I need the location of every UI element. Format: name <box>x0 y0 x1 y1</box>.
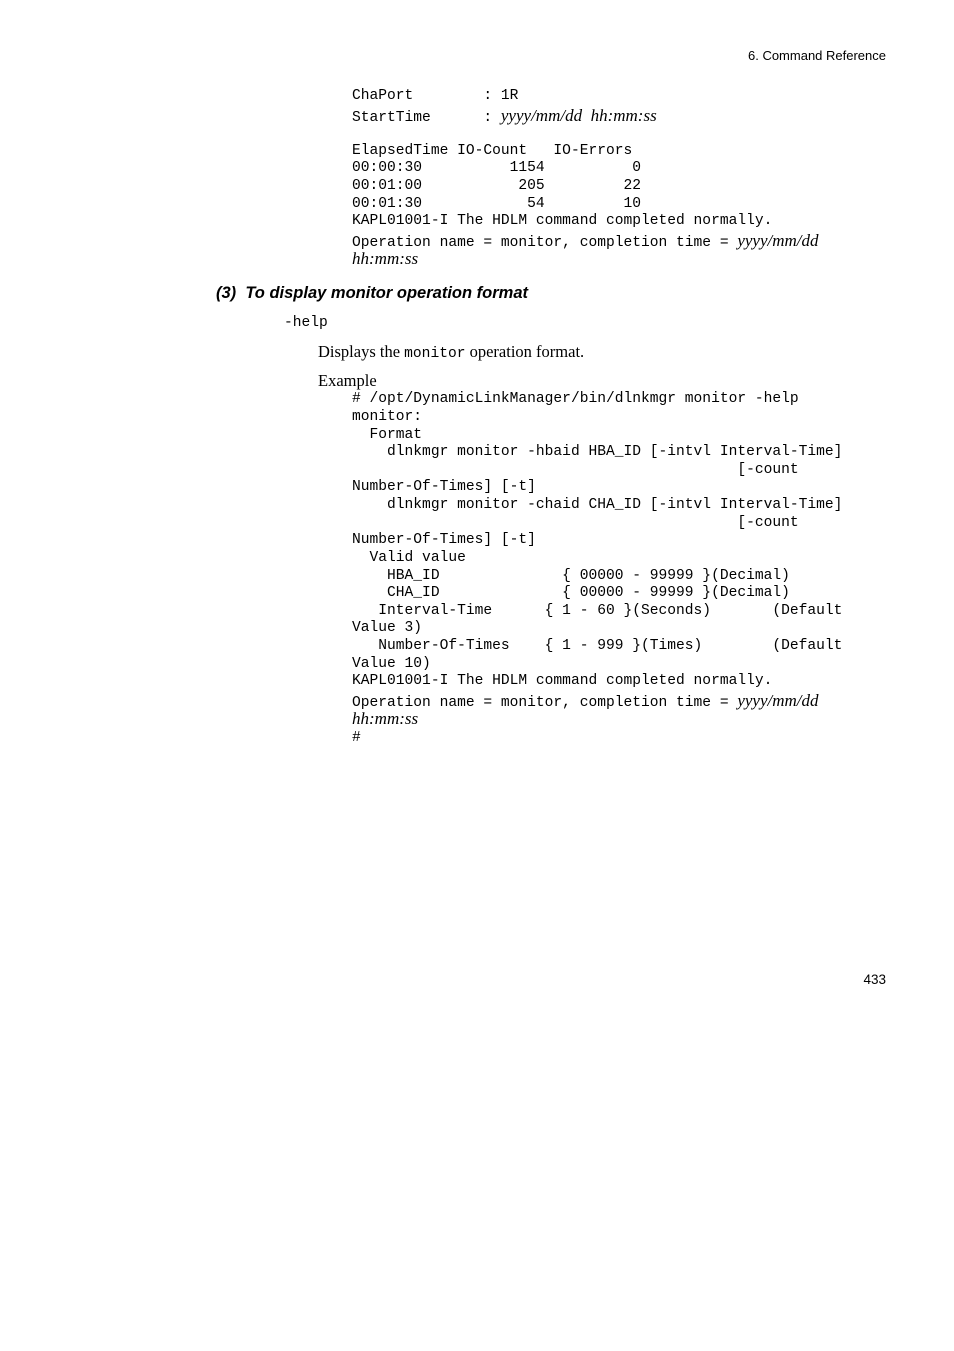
code-line: Number-Of-Times] [-t] <box>352 532 536 548</box>
operation-prefix: Operation name = monitor, completion time = <box>352 695 738 711</box>
option-description <box>318 342 584 362</box>
code-line: Number-Of-Times { 1 - 999 }(Times) (Default <box>352 638 843 654</box>
operation-time: hh:mm:ss <box>352 709 419 728</box>
operation-line <box>352 692 819 713</box>
table-header: ElapsedTime IO-Count IO-Errors <box>352 143 633 159</box>
starttime-line <box>352 107 657 128</box>
code-line: Valid value <box>352 550 466 566</box>
operation-line <box>352 232 819 253</box>
table-row: 00:01:30 54 10 <box>352 196 642 212</box>
page-number: 433 <box>863 972 886 987</box>
desc-code: monitor <box>404 346 466 362</box>
code-line: HBA_ID { 00000 - 99999 }(Decimal) <box>352 568 790 584</box>
completion-message: KAPL01001-I The HDLM command completed normally. <box>352 213 773 229</box>
section-heading: (3) To display monitor operation format <box>216 284 528 302</box>
code-line: dlnkmgr monitor -chaid CHA_ID [-intvl Interval-Time] <box>352 497 843 513</box>
running-header: 6. Command Reference <box>747 48 886 63</box>
code-line: KAPL01001-I The HDLM command completed normally. <box>352 673 773 689</box>
operation-date: yyyy/mm/dd <box>737 691 819 710</box>
code-line: [-count <box>352 462 799 478</box>
code-line: monitor: <box>352 409 423 425</box>
operation-prefix: Operation name = monitor, completion time = <box>352 235 738 251</box>
shell-prompt: # <box>352 730 361 746</box>
code-line: [-count <box>352 515 799 531</box>
code-line: Value 10) <box>352 656 431 672</box>
desc-after: operation format. <box>465 342 585 361</box>
starttime-label: StartTime : <box>352 110 501 126</box>
table-row: 00:00:30 1154 0 <box>352 160 642 176</box>
chaport-line: ChaPort : 1R <box>352 88 519 104</box>
desc-before: Displays the <box>318 342 405 361</box>
code-line: CHA_ID { 00000 - 99999 }(Decimal) <box>352 585 790 601</box>
code-line: # /opt/DynamicLinkManager/bin/dlnkmgr monitor -help <box>352 391 799 407</box>
operation-date: yyyy/mm/dd <box>737 231 819 250</box>
code-line: Format <box>352 427 423 443</box>
operation-time: hh:mm:ss <box>352 249 419 268</box>
code-line: Number-Of-Times] [-t] <box>352 479 536 495</box>
starttime-value: yyyy/mm/dd hh:mm:ss <box>500 106 657 125</box>
table-row: 00:01:00 205 22 <box>352 178 642 194</box>
code-line: Interval-Time { 1 - 60 }(Seconds) (Default <box>352 603 843 619</box>
code-line: Value 3) <box>352 620 423 636</box>
option-name: -help <box>284 315 328 331</box>
example-label: Example <box>318 371 377 390</box>
code-line: dlnkmgr monitor -hbaid HBA_ID [-intvl Interval-Time] <box>352 444 843 460</box>
